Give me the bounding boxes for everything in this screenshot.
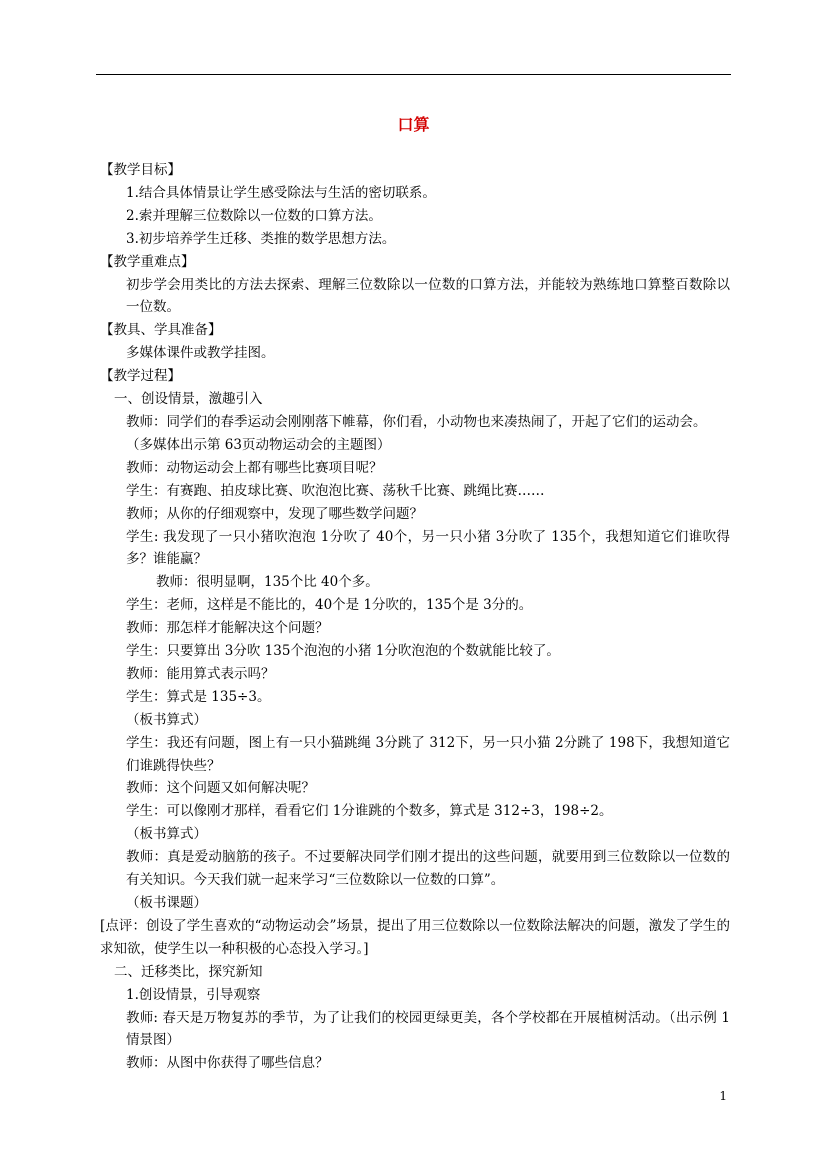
page-title: 口算 — [397, 115, 430, 134]
page-number: 1 — [719, 1089, 727, 1103]
document-line: 教师；从你的仔细观察中，发现了哪些数学问题？ — [126, 505, 423, 522]
document-line: 学生: 我发现了一只小猪吹泡泡 1分吹了 40个，另一只小猪 3分吹了 135个，我想知道它们谁吹得多？谁能赢？ — [126, 528, 730, 568]
document-line: 学生：只要算出 3分吹 135个泡泡的小猪 1分吹泡泡的个数就能比较了。 — [126, 643, 560, 660]
document-line: 初步学会用类比的方法去探索、理解三位数除以一位数的口算方法，并能较为熟练地口算整百数除以一位数。 — [126, 276, 730, 316]
document-line: 教师：那怎样才能解决这个问题？ — [126, 620, 329, 637]
document-line: 【教学目标】 — [100, 162, 181, 178]
document-body — [100, 159, 730, 1075]
document-line: 教师：从图中你获得了哪些信息？ — [126, 1055, 329, 1072]
document-line: 教师: 春天是万物复苏的季节，为了让我们的校园更绿更美，各个学校都在开展植树活动。（出示例 1情景图） — [126, 1009, 730, 1049]
document-line: 教师：真是爱动脑筋的孩子。不过要解决同学们刚才提出的这些问题，就要用到三位数除以一位数的有关知识。今天我们就一起来学习“三位数除以一位数的口算”。 — [126, 849, 730, 889]
document-line: 3.初步培养学生迁移、类推的数学思想方法。 — [126, 230, 396, 247]
document-line: 教师：同学们的春季运动会刚刚落下帷幕，你们看，小动物也来凑热闹了，开起了它们的运动会。 — [126, 413, 707, 430]
document-line: 1.结合具体情景让学生感受除法与生活的密切联系。 — [126, 184, 436, 201]
document-line: [点评：创设了学生喜欢的“动物运动会”场景，提出了用三位数除以一位数除法解决的问题，激发了学生的求知欲，使学生以一种积极的心态投入学习。] — [100, 917, 730, 957]
document-line: 一、创设情景，激趣引入 — [114, 391, 263, 408]
document-line: 教师：能用算式表示吗？ — [126, 665, 275, 682]
document-line: 多媒体课件或教学挂图。 — [126, 345, 275, 362]
document-line: （板书算式） — [126, 826, 207, 843]
document-line: 教师：动物运动会上都有哪些比赛项目呢？ — [126, 459, 383, 476]
header-rule — [96, 74, 731, 75]
document-line: 教师：很明显啊，135个比 40个多。 — [156, 574, 379, 591]
document-line: 学生：有赛跑、拍皮球比赛、吹泡泡比赛、荡秋千比赛、跳绳比赛…… — [126, 482, 545, 499]
document-line: 学生：我还有问题，图上有一只小猫跳绳 3分跳了 312下，另一只小猫 2分跳了 198下，我想知道它们谁跳得快些？ — [126, 734, 730, 774]
document-line: 学生：算式是 135÷3。 — [126, 688, 271, 705]
document-line: 1.创设情景，引导观察 — [126, 986, 261, 1003]
document-line: （板书算式） — [126, 711, 207, 728]
document-line: 学生：老师，这样是不能比的，40个是 1分吹的，135个是 3分的。 — [126, 597, 533, 614]
document-line: 学生：可以像刚才那样，看看它们 1分谁跳的个数多，算式是 312÷3，198÷2。 — [126, 803, 613, 820]
document-line: 2.索并理解三位数除以一位数的口算方法。 — [126, 207, 382, 224]
document-line: （多媒体出示第 63页动物运动会的主题图） — [126, 436, 391, 453]
document-line: 【教学过程】 — [100, 368, 181, 385]
document-line: 教师：这个问题又如何解决呢？ — [126, 780, 315, 797]
document-line: （板书课题） — [126, 895, 207, 911]
document-line: 二、迁移类比，探究新知 — [114, 963, 263, 980]
document-line: 【教学重难点】 — [100, 253, 195, 270]
document-line: 【教具、学具准备】 — [100, 322, 222, 339]
